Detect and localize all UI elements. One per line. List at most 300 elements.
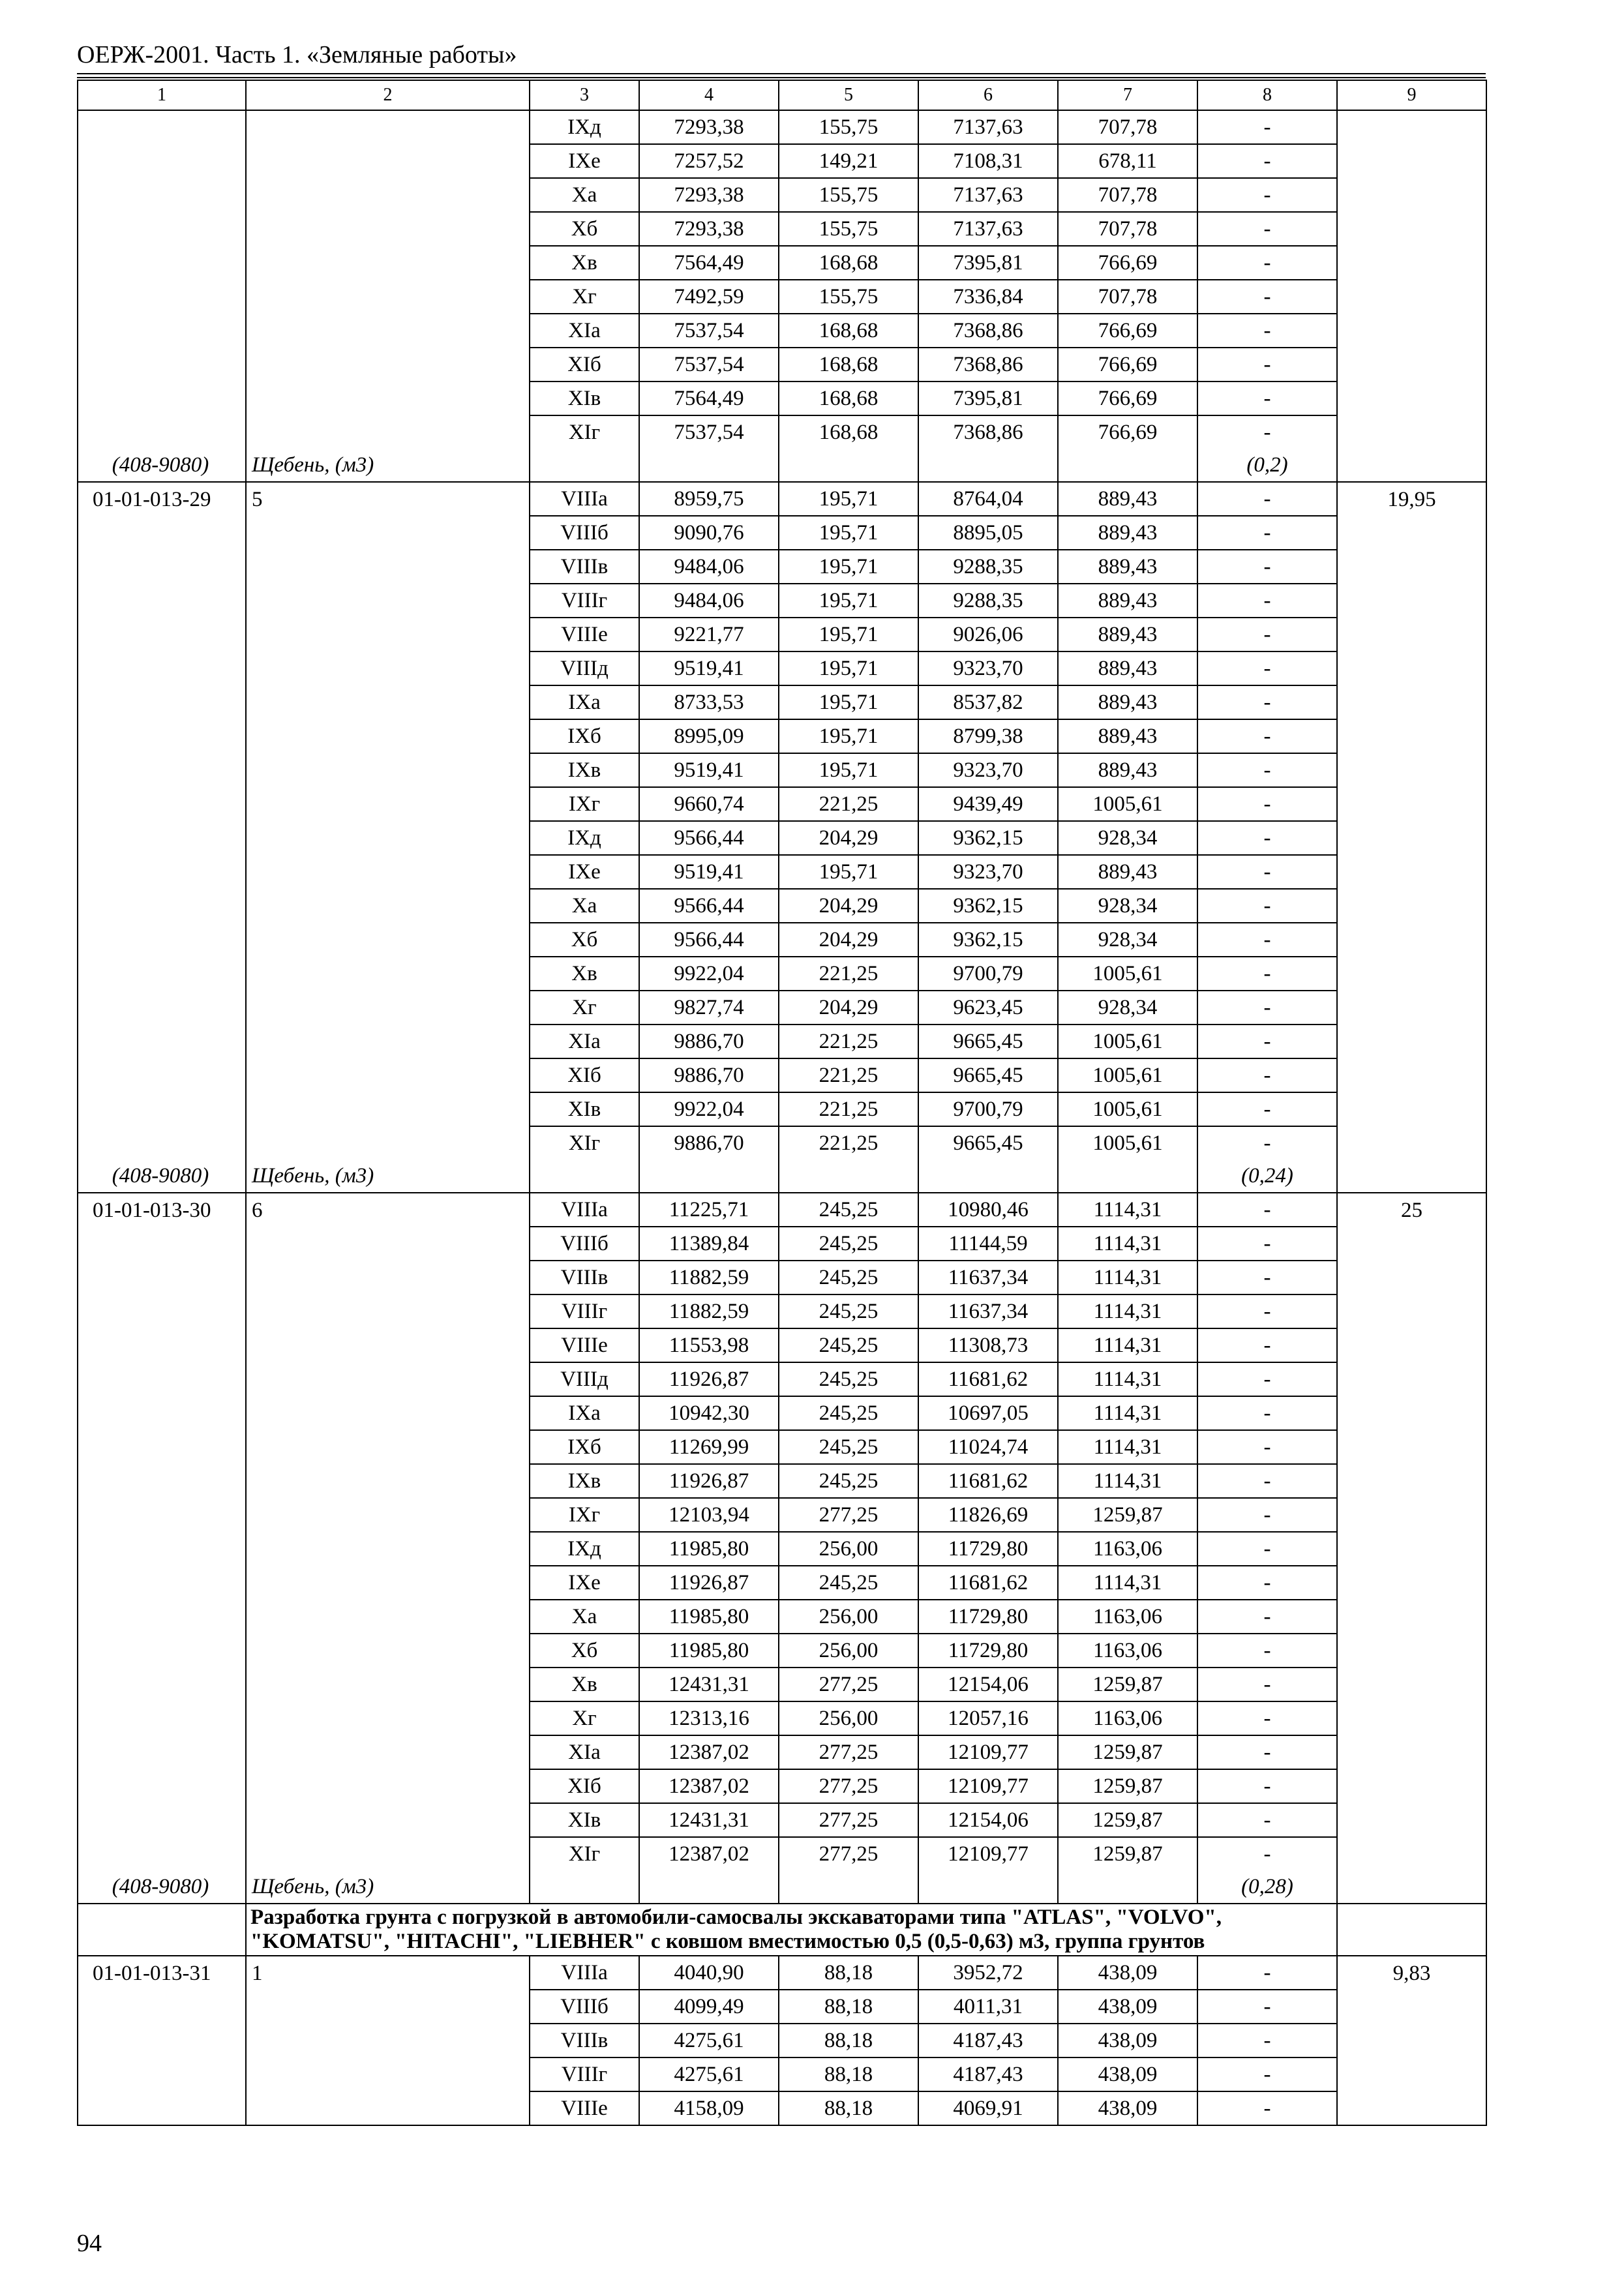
code-cell <box>78 516 246 550</box>
value-cell: 256,00 <box>779 1600 918 1634</box>
value-cell: 245,25 <box>779 1261 918 1294</box>
soil-category-cell: VIIIд <box>530 1362 639 1396</box>
soil-category-cell: XIа <box>530 314 639 348</box>
value-cell: 204,29 <box>779 923 918 957</box>
material-value: (0,2) <box>1197 449 1337 482</box>
value-cell: 9519,41 <box>639 753 779 787</box>
value-cell: - <box>1197 1956 1337 1990</box>
column-header: 1 <box>78 80 246 110</box>
page-number: 94 <box>77 2230 102 2257</box>
value-cell: 12109,77 <box>918 1735 1058 1769</box>
value-cell: 12387,02 <box>639 1769 779 1803</box>
value-cell: 195,71 <box>779 618 918 651</box>
value-cell: 9288,35 <box>918 584 1058 618</box>
value-cell: - <box>1197 1803 1337 1837</box>
table-row <box>78 1227 1486 1261</box>
value-cell: 3952,72 <box>918 1956 1058 1990</box>
group-cell <box>246 2024 530 2057</box>
col9-cell <box>1337 1159 1486 1193</box>
value-cell: - <box>1197 1058 1337 1092</box>
value-cell: 221,25 <box>779 1126 918 1159</box>
value-cell: 7137,63 <box>918 212 1058 246</box>
value-cell: 9519,41 <box>639 651 779 685</box>
group-cell <box>246 178 530 212</box>
section-title-row <box>78 1904 1486 1956</box>
empty-cell <box>639 449 779 482</box>
value-cell: 7564,49 <box>639 246 779 280</box>
value-cell: 7395,81 <box>918 246 1058 280</box>
value-cell: 9323,70 <box>918 855 1058 889</box>
value-cell: 12057,16 <box>918 1701 1058 1735</box>
table-row <box>78 415 1486 449</box>
table-row <box>78 110 1486 144</box>
code-cell <box>78 651 246 685</box>
value-cell: 11225,71 <box>639 1193 779 1227</box>
group-cell <box>246 923 530 957</box>
value-cell: 9484,06 <box>639 550 779 584</box>
value-cell: 9026,06 <box>918 618 1058 651</box>
col9-cell <box>1337 1498 1486 1532</box>
col9-cell <box>1337 178 1486 212</box>
value-cell: 889,43 <box>1058 516 1197 550</box>
value-cell: 889,43 <box>1058 482 1197 516</box>
value-cell: 7108,31 <box>918 144 1058 178</box>
col9-cell <box>1337 212 1486 246</box>
value-cell: 7137,63 <box>918 178 1058 212</box>
col9-cell <box>1337 550 1486 584</box>
col9-cell <box>1337 1668 1486 1701</box>
soil-category-cell: XIв <box>530 382 639 415</box>
value-cell: - <box>1197 178 1337 212</box>
code-cell <box>78 1294 246 1328</box>
code-cell <box>78 1769 246 1803</box>
value-cell: - <box>1197 1990 1337 2024</box>
col9-cell <box>1337 957 1486 991</box>
table-row <box>78 719 1486 753</box>
table-row <box>78 1092 1486 1126</box>
group-cell <box>246 2091 530 2125</box>
code-cell <box>78 144 246 178</box>
table-row <box>78 1701 1486 1735</box>
value-cell: 4158,09 <box>639 2091 779 2125</box>
col9-cell <box>1337 1803 1486 1837</box>
code-cell <box>78 685 246 719</box>
col9-cell <box>1337 1227 1486 1261</box>
column-header: 7 <box>1058 80 1197 110</box>
value-cell: 889,43 <box>1058 584 1197 618</box>
code-cell <box>78 889 246 923</box>
value-cell: 195,71 <box>779 584 918 618</box>
table-row <box>78 1769 1486 1803</box>
value-cell: 11985,80 <box>639 1634 779 1668</box>
col9-cell <box>1337 144 1486 178</box>
material-row <box>78 1159 1486 1193</box>
value-cell: 9439,49 <box>918 787 1058 821</box>
col9-cell <box>1337 1634 1486 1668</box>
code-cell <box>78 415 246 449</box>
col9-cell <box>1337 449 1486 482</box>
value-cell: 277,25 <box>779 1837 918 1870</box>
value-cell: - <box>1197 482 1337 516</box>
soil-category-cell: VIIIе <box>530 1328 639 1362</box>
value-cell: 766,69 <box>1058 415 1197 449</box>
material-name: Щебень, (м3) <box>246 1870 530 1904</box>
soil-category-cell: Xа <box>530 1600 639 1634</box>
value-cell: - <box>1197 923 1337 957</box>
table-row <box>78 1956 1486 1990</box>
value-cell: 7257,52 <box>639 144 779 178</box>
value-cell: 195,71 <box>779 685 918 719</box>
group-cell <box>246 1430 530 1464</box>
soil-category-cell: IXг <box>530 1498 639 1532</box>
col9-cell <box>1337 1396 1486 1430</box>
value-cell: 168,68 <box>779 415 918 449</box>
value-cell: 168,68 <box>779 348 918 382</box>
table-row <box>78 889 1486 923</box>
value-cell: - <box>1197 2024 1337 2057</box>
col9-cell <box>1337 1058 1486 1092</box>
table-row <box>78 957 1486 991</box>
empty-cell <box>779 1870 918 1904</box>
value-cell: 11729,80 <box>918 1532 1058 1566</box>
soil-category-cell: IXа <box>530 685 639 719</box>
value-cell: - <box>1197 550 1337 584</box>
value-cell: 1114,31 <box>1058 1193 1197 1227</box>
value-cell: 221,25 <box>779 1092 918 1126</box>
value-cell: 11681,62 <box>918 1566 1058 1600</box>
col9-cell <box>1337 855 1486 889</box>
col9-cell <box>1337 787 1486 821</box>
code-cell <box>78 1803 246 1837</box>
table-row <box>78 1532 1486 1566</box>
col9-cell: 25 <box>1337 1193 1486 1227</box>
code-cell <box>78 618 246 651</box>
value-cell: 1114,31 <box>1058 1396 1197 1430</box>
col9-cell <box>1337 246 1486 280</box>
value-cell: 245,25 <box>779 1430 918 1464</box>
rates-table <box>77 80 1487 2126</box>
value-cell: 1005,61 <box>1058 1092 1197 1126</box>
table-row <box>78 1464 1486 1498</box>
table-row <box>78 1634 1486 1668</box>
col9-cell <box>1337 753 1486 787</box>
table-row <box>78 246 1486 280</box>
col9-cell: 19,95 <box>1337 482 1486 516</box>
value-cell: 9700,79 <box>918 1092 1058 1126</box>
soil-category-cell: VIIIв <box>530 1261 639 1294</box>
group-cell <box>246 110 530 144</box>
group-cell <box>246 618 530 651</box>
material-value: (0,24) <box>1197 1159 1337 1193</box>
value-cell: 707,78 <box>1058 178 1197 212</box>
table-row <box>78 1294 1486 1328</box>
value-cell: - <box>1197 1837 1337 1870</box>
value-cell: 1114,31 <box>1058 1328 1197 1362</box>
group-cell <box>246 415 530 449</box>
value-cell: 1163,06 <box>1058 1532 1197 1566</box>
empty-cell <box>530 449 639 482</box>
value-cell: 11637,34 <box>918 1294 1058 1328</box>
value-cell: 4099,49 <box>639 1990 779 2024</box>
soil-category-cell: VIIIа <box>530 1193 639 1227</box>
table-row <box>78 1735 1486 1769</box>
value-cell: - <box>1197 382 1337 415</box>
group-cell <box>246 516 530 550</box>
code-cell <box>78 178 246 212</box>
value-cell: 245,25 <box>779 1362 918 1396</box>
value-cell: 195,71 <box>779 855 918 889</box>
empty-cell <box>1058 449 1197 482</box>
col9-cell <box>1337 1430 1486 1464</box>
value-cell: 9362,15 <box>918 821 1058 855</box>
code-cell <box>78 1634 246 1668</box>
group-cell <box>246 1092 530 1126</box>
value-cell: 195,71 <box>779 550 918 584</box>
value-cell: 277,25 <box>779 1803 918 1837</box>
soil-category-cell: Xв <box>530 1668 639 1701</box>
value-cell: 4275,61 <box>639 2057 779 2091</box>
code-cell <box>78 314 246 348</box>
soil-category-cell: VIIIа <box>530 482 639 516</box>
value-cell: 221,25 <box>779 787 918 821</box>
code-cell <box>78 1092 246 1126</box>
table-row <box>78 482 1486 516</box>
table-row <box>78 1803 1486 1837</box>
code-cell <box>78 2024 246 2057</box>
value-cell: 245,25 <box>779 1396 918 1430</box>
value-cell: 11729,80 <box>918 1634 1058 1668</box>
soil-category-cell: XIа <box>530 1735 639 1769</box>
value-cell: 1163,06 <box>1058 1634 1197 1668</box>
value-cell: 7368,86 <box>918 348 1058 382</box>
section-title: Разработка грунта с погрузкой в автомобили-самосвалы экскаваторами типа "ATLAS", "VOLVO", "KOMATSU", "HITACHI", "LIEBHER" с ковшом вместимостью 0,5 (0,5-0,63) м3, группа грунтов <box>246 1904 1337 1956</box>
value-cell: 7368,86 <box>918 415 1058 449</box>
code-cell <box>78 855 246 889</box>
code-cell: 01-01-013-30 <box>78 1193 246 1227</box>
value-cell: 1114,31 <box>1058 1362 1197 1396</box>
code-cell <box>78 1701 246 1735</box>
group-cell <box>246 1532 530 1566</box>
code-cell <box>78 1058 246 1092</box>
soil-category-cell: IXг <box>530 787 639 821</box>
column-header: 9 <box>1337 80 1486 110</box>
value-cell: 438,09 <box>1058 1956 1197 1990</box>
column-header: 2 <box>246 80 530 110</box>
group-cell <box>246 991 530 1025</box>
value-cell: 12313,16 <box>639 1701 779 1735</box>
value-cell: 9700,79 <box>918 957 1058 991</box>
value-cell: 12109,77 <box>918 1837 1058 1870</box>
value-cell: - <box>1197 821 1337 855</box>
code-cell <box>78 1990 246 2024</box>
value-cell: 12387,02 <box>639 1735 779 1769</box>
col9-cell <box>1337 2091 1486 2125</box>
material-code: (408-9080) <box>78 1159 246 1193</box>
value-cell: 9886,70 <box>639 1058 779 1092</box>
value-cell: 1163,06 <box>1058 1701 1197 1735</box>
value-cell: 10980,46 <box>918 1193 1058 1227</box>
col9-cell <box>1337 110 1486 144</box>
value-cell: - <box>1197 1025 1337 1058</box>
value-cell: 168,68 <box>779 314 918 348</box>
group-cell <box>246 382 530 415</box>
value-cell: - <box>1197 1566 1337 1600</box>
value-cell: - <box>1197 1227 1337 1261</box>
value-cell: 438,09 <box>1058 2057 1197 2091</box>
value-cell: 9922,04 <box>639 1092 779 1126</box>
value-cell: - <box>1197 1328 1337 1362</box>
group-cell <box>246 889 530 923</box>
group-cell <box>246 1126 530 1159</box>
table-row <box>78 550 1486 584</box>
soil-category-cell: VIIIб <box>530 516 639 550</box>
value-cell: - <box>1197 246 1337 280</box>
table-row <box>78 516 1486 550</box>
value-cell: 11985,80 <box>639 1600 779 1634</box>
value-cell: 9362,15 <box>918 889 1058 923</box>
empty-cell <box>1337 1904 1486 1956</box>
table-row <box>78 1430 1486 1464</box>
value-cell: 9922,04 <box>639 957 779 991</box>
table-row <box>78 1058 1486 1092</box>
col9-cell <box>1337 923 1486 957</box>
col9-cell <box>1337 382 1486 415</box>
code-cell <box>78 719 246 753</box>
value-cell: 7293,38 <box>639 212 779 246</box>
table-row <box>78 382 1486 415</box>
code-cell <box>78 550 246 584</box>
value-cell: 277,25 <box>779 1735 918 1769</box>
code-cell <box>78 787 246 821</box>
value-cell: 88,18 <box>779 1956 918 1990</box>
group-cell <box>246 719 530 753</box>
value-cell: 7537,54 <box>639 348 779 382</box>
soil-category-cell: IXд <box>530 110 639 144</box>
value-cell: 438,09 <box>1058 2024 1197 2057</box>
table-row <box>78 923 1486 957</box>
value-cell: 7395,81 <box>918 382 1058 415</box>
group-cell <box>246 348 530 382</box>
value-cell: 7564,49 <box>639 382 779 415</box>
value-cell: 12103,94 <box>639 1498 779 1532</box>
code-cell <box>78 246 246 280</box>
value-cell: 12109,77 <box>918 1769 1058 1803</box>
table-row <box>78 1600 1486 1634</box>
table-row <box>78 1668 1486 1701</box>
soil-category-cell: IXе <box>530 855 639 889</box>
empty-cell <box>918 1159 1058 1193</box>
value-cell: 277,25 <box>779 1498 918 1532</box>
soil-category-cell: XIг <box>530 1837 639 1870</box>
value-cell: 1259,87 <box>1058 1735 1197 1769</box>
col9-cell <box>1337 821 1486 855</box>
col9-cell <box>1337 1362 1486 1396</box>
code-cell <box>78 753 246 787</box>
empty-cell <box>779 1159 918 1193</box>
value-cell: - <box>1197 1701 1337 1735</box>
group-cell <box>246 1701 530 1735</box>
soil-category-cell: Xа <box>530 178 639 212</box>
group-cell <box>246 1566 530 1600</box>
col9-cell <box>1337 1837 1486 1870</box>
col9-cell <box>1337 685 1486 719</box>
value-cell: - <box>1197 1498 1337 1532</box>
soil-category-cell: VIIIб <box>530 1990 639 2024</box>
code-cell <box>78 1328 246 1362</box>
value-cell: 11926,87 <box>639 1566 779 1600</box>
group-cell <box>246 280 530 314</box>
table-row <box>78 178 1486 212</box>
col9-cell <box>1337 348 1486 382</box>
value-cell: 11926,87 <box>639 1362 779 1396</box>
value-cell: 11144,59 <box>918 1227 1058 1261</box>
value-cell: 9288,35 <box>918 550 1058 584</box>
col9-cell <box>1337 618 1486 651</box>
col9-cell <box>1337 314 1486 348</box>
code-cell: 01-01-013-31 <box>78 1956 246 1990</box>
value-cell: - <box>1197 1092 1337 1126</box>
value-cell: 195,71 <box>779 753 918 787</box>
value-cell: 9886,70 <box>639 1126 779 1159</box>
value-cell: - <box>1197 787 1337 821</box>
column-header: 5 <box>779 80 918 110</box>
value-cell: 1163,06 <box>1058 1600 1197 1634</box>
value-cell: 8959,75 <box>639 482 779 516</box>
value-cell: 11308,73 <box>918 1328 1058 1362</box>
value-cell: 9519,41 <box>639 855 779 889</box>
code-cell <box>78 991 246 1025</box>
soil-category-cell: XIв <box>530 1803 639 1837</box>
table-row <box>78 1498 1486 1532</box>
value-cell: - <box>1197 889 1337 923</box>
material-row <box>78 449 1486 482</box>
value-cell: - <box>1197 1532 1337 1566</box>
value-cell: 7368,86 <box>918 314 1058 348</box>
value-cell: - <box>1197 719 1337 753</box>
table-row <box>78 314 1486 348</box>
value-cell: 9221,77 <box>639 618 779 651</box>
value-cell: 9323,70 <box>918 651 1058 685</box>
value-cell: 155,75 <box>779 212 918 246</box>
value-cell: 9362,15 <box>918 923 1058 957</box>
value-cell: 245,25 <box>779 1227 918 1261</box>
empty-cell <box>918 1870 1058 1904</box>
code-cell <box>78 923 246 957</box>
value-cell: 438,09 <box>1058 1990 1197 2024</box>
value-cell: 766,69 <box>1058 348 1197 382</box>
material-code: (408-9080) <box>78 1870 246 1904</box>
value-cell: 1005,61 <box>1058 1126 1197 1159</box>
soil-category-cell: VIIIв <box>530 2024 639 2057</box>
col9-cell <box>1337 1261 1486 1294</box>
value-cell: 11882,59 <box>639 1294 779 1328</box>
col9-cell <box>1337 1294 1486 1328</box>
value-cell: 9665,45 <box>918 1126 1058 1159</box>
value-cell: 11389,84 <box>639 1227 779 1261</box>
soil-category-cell: Xв <box>530 957 639 991</box>
value-cell: 7492,59 <box>639 280 779 314</box>
value-cell: 1005,61 <box>1058 1025 1197 1058</box>
value-cell: 1005,61 <box>1058 1058 1197 1092</box>
table-row <box>78 1362 1486 1396</box>
value-cell: - <box>1197 584 1337 618</box>
value-cell: 204,29 <box>779 889 918 923</box>
soil-category-cell: XIб <box>530 1058 639 1092</box>
value-cell: 9566,44 <box>639 889 779 923</box>
material-name: Щебень, (м3) <box>246 449 530 482</box>
col9-cell <box>1337 1025 1486 1058</box>
table-row <box>78 584 1486 618</box>
